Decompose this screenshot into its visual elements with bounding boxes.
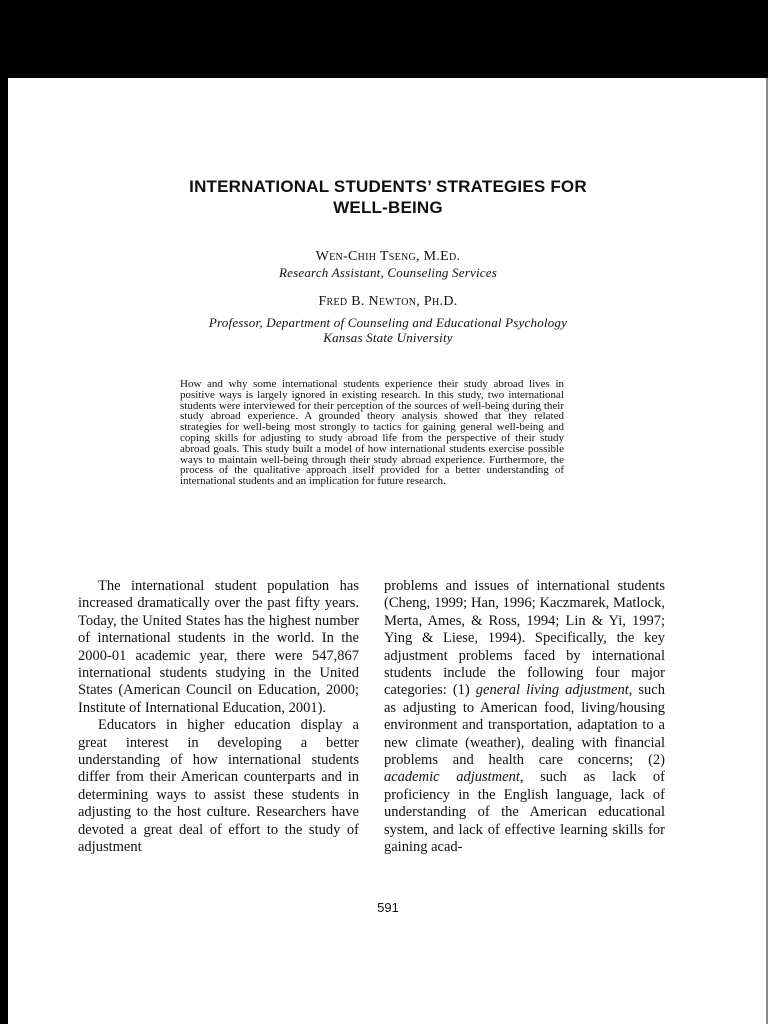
body-paragraph-continued [384, 578, 665, 857]
author-2-name: Fred B. Newton, Ph.D. [318, 294, 458, 309]
author-1 [8, 249, 768, 265]
journal-page [8, 78, 768, 1024]
body-paragraph: Educators in higher education display a great interest in developing a better understanding of how international students differ from their American counterparts and in determining ways to assist these students in adjusting to the host culture. Researchers have devoted a great deal of effort to the study of adjustment [78, 717, 359, 856]
body-text: , such as adjusting to American food, living/housing environment and transportation, adaptation to a new climate (weather), dealing with financial problems and health care concerns; (2) [384, 682, 665, 769]
body-column-left [78, 578, 359, 857]
abstract-text: How and why some international students experience their study abroad lives in positive ways is largely ignored in existing research. In this study, two international students were interviewed for their perception of the sources of well-being during their study abroad experience. A grounded theory analysis showed that they related strategies for well-being most strongly to tactics for gaining general well-being and coping skills for adjusting to study abroad life from the perspective of their study abroad goals. This study built a model of how international students exercise possible ways to maintain well-being through their study abroad experience. Furthermore, the process of the qualitative approach itself provided for a better understanding of international students and an implication for future research. [180, 378, 564, 488]
body-text: problems and issues of international students (Cheng, 1999; Han, 1996; Kaczmarek, Matlock, Merta, Ames, & Ross, 1994; Lin & Yi, 1997; Ying & Liese, 1994). Specifically, the key adjustment problems faced by international students include the following four major categories: (1) [384, 578, 665, 699]
article-title [8, 176, 768, 218]
title-line-1: INTERNATIONAL STUDENTS’ STRATEGIES FOR [189, 177, 587, 196]
body-column-right [384, 578, 665, 857]
emphasis-general-living: general living adjustment [475, 682, 629, 699]
author-2-affiliation-line-2: Kansas State University [323, 330, 453, 345]
body-paragraph: The international student population has increased dramatically over the past fifty years. Today, the United States has the highest number of international students in the world. In the 2000-01 academic year, there were 547,867 international students studying in the United States (American Council on Education, 2000; Institute of International Education, 2001). [78, 578, 359, 716]
author-1-affiliation: Research Assistant, Counseling Services [279, 265, 497, 280]
emphasis-academic: academic adjustment [384, 769, 520, 786]
body-text: , such as lack of proficiency in the English language, lack of understanding of the American educational system, and lack of effective learning skills for gaining acad- [384, 769, 665, 856]
title-line-2: WELL-BEING [333, 198, 443, 217]
author-1-name: Wen-Chih Tseng, M.Ed. [315, 249, 461, 264]
abstract [180, 379, 564, 487]
author-2-affiliation-line-1: Professor, Department of Counseling and Educational Psychology [208, 315, 568, 330]
page-number: 591 [377, 900, 399, 915]
author-2 [8, 294, 768, 310]
